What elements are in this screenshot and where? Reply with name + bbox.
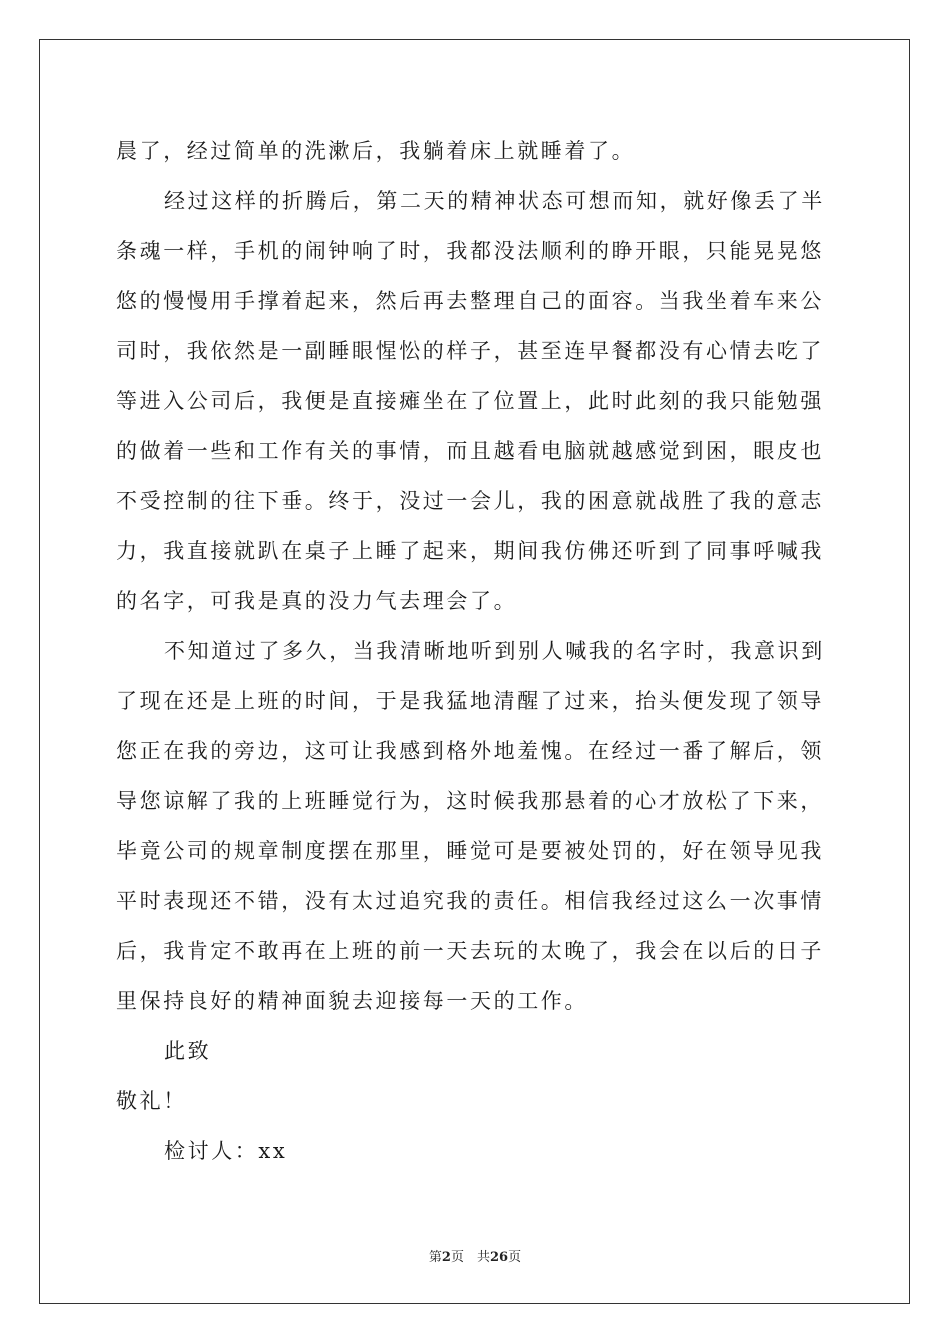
body-line: 晨了，经过简单的洗漱后，我躺着床上就睡着了。 [116,139,636,163]
body-line: 司时，我依然是一副睡眼惺忪的样子，甚至连早餐都没有心情去吃了 [116,339,824,363]
body-line: 悠的慢慢用手撑着起来，然后再去整理自己的面容。当我坐着车来公 [116,289,824,313]
body-line: 您正在我的旁边，这可让我感到格外地羞愧。在经过一番了解后，领 [116,739,824,763]
page-total: 26 [489,1250,509,1265]
page-current: 2 [441,1250,451,1265]
page-suffix: 页 共 [450,1250,490,1265]
body-line: 不知道过了多久，当我清晰地听到别人喊我的名字时，我意识到 [164,639,825,663]
body-line: 里保持良好的精神面貌去迎接每一天的工作。 [116,989,588,1013]
total-suffix: 页 [508,1250,522,1265]
body-line: 毕竟公司的规章制度摆在那里，睡觉可是要被处罚的，好在领导见我 [116,839,824,863]
body-line: 的做着一些和工作有关的事情，而且越看电脑就越感觉到困，眼皮也 [116,439,824,463]
body-line: 了现在还是上班的时间，于是我猛地清醒了过来，抬头便发现了领导 [116,689,824,713]
closing-regards: 敬礼！ [116,1089,187,1113]
page-prefix: 第 [428,1250,442,1265]
body-line: 不受控制的往下垂。终于，没过一会儿，我的困意就战胜了我的意志 [116,489,824,513]
body-line: 力，我直接就趴在桌子上睡了起来，期间我仿佛还听到了同事呼喊我 [116,539,824,563]
closing-salutation: 此致 [164,1039,212,1063]
body-line: 导您谅解了我的上班睡觉行为，这时候我那悬着的心才放松了下来， [116,789,824,813]
page-footer [0,1246,950,1265]
body-line: 的名字，可我是真的没力气去理会了。 [116,589,518,613]
body-line: 等进入公司后，我便是直接瘫坐在了位置上，此时此刻的我只能勉强 [116,389,824,413]
body-line: 条魂一样，手机的闹钟响了时，我都没法顺利的睁开眼，只能晃晃悠 [116,239,824,263]
signer-line: 检讨人：xx [164,1139,288,1163]
body-line: 后，我肯定不敢再在上班的前一天去玩的太晚了，我会在以后的日子 [116,939,824,963]
body-line: 平时表现还不错，没有太过追究我的责任。相信我经过这么一次事情 [116,889,824,913]
body-line: 经过这样的折腾后，第二天的精神状态可想而知，就好像丢了半 [164,189,825,213]
